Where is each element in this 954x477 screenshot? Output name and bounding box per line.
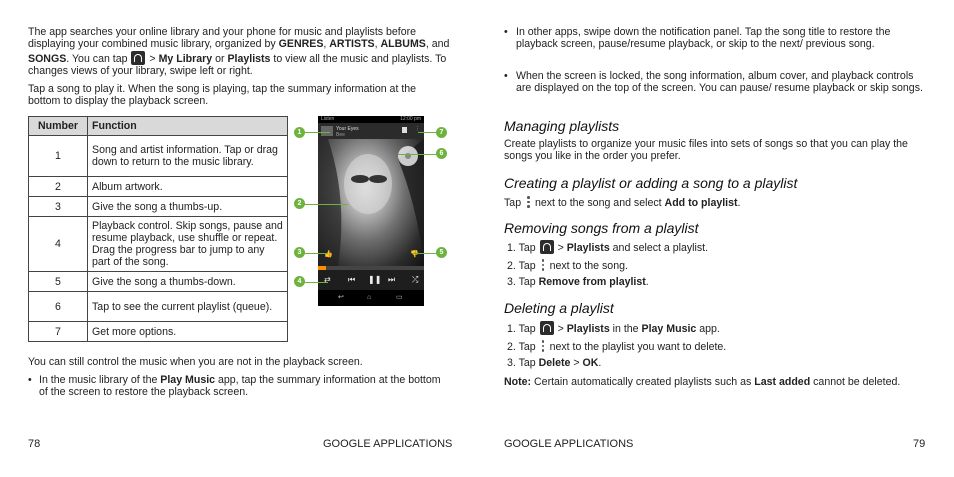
- table-row: 3 Give the song a thumbs-up.: [29, 197, 288, 217]
- recent-apps-icon: ▭: [396, 294, 403, 301]
- footer-page-number: 78: [28, 438, 41, 450]
- creating-step: Tap next to the song and select Add to playlist.: [504, 197, 741, 209]
- callout-line-2: [304, 204, 348, 205]
- heading-deleting-playlist: Deleting a playlist: [504, 300, 614, 316]
- bullet-notification-panel: • In other apps, swipe down the notification panel. Tap the song title to restore the playback screen, pause/resume playback, or skip to the next/ previous song.: [504, 26, 891, 51]
- callout-3: 3: [294, 247, 305, 258]
- more-options-icon: ⋮: [415, 126, 420, 132]
- callout-2: 2: [294, 198, 305, 209]
- play-music-app-icon: [131, 51, 145, 65]
- footer-section-title: GOOGLE APPLICATIONS: [504, 438, 634, 450]
- repeat-icon: ⇄: [324, 275, 331, 284]
- callout-5: 5: [436, 247, 447, 258]
- menu-dots-icon: [525, 195, 531, 209]
- heading-managing-playlists: Managing playlists: [504, 118, 620, 134]
- footer-page-number: 79: [913, 438, 926, 450]
- footer-section-title: GOOGLE APPLICATIONS: [323, 438, 453, 450]
- song-info-header: Your Eyes Bee ⋮: [318, 123, 424, 139]
- callout-line-6: [398, 154, 437, 155]
- table-row: 4 Playback control. Skip songs, pause and resume playback, use shuffle or repeat. Drag the progress bar to jump to any part of the song.: [29, 217, 288, 272]
- callout-6: 6: [436, 148, 447, 159]
- playback-controls: [318, 270, 424, 290]
- thumb-icon: [321, 126, 333, 136]
- menu-dots-icon: [540, 258, 546, 272]
- removing-step-2: 2. Tap next to the song.: [507, 260, 628, 272]
- callout-line-7: [418, 132, 437, 133]
- table-header-row: [29, 117, 288, 136]
- play-music-app-icon: [540, 240, 554, 254]
- callout-4: 4: [294, 276, 305, 287]
- album-art-graphic: [318, 139, 424, 266]
- right-page: [477, 0, 954, 477]
- menu-dots-icon: [540, 339, 546, 353]
- status-bar: Listen 12:00 pm: [318, 116, 424, 123]
- queue-icon: [402, 127, 407, 133]
- table-row: 2 Album artwork.: [29, 177, 288, 197]
- heading-removing-songs: Removing songs from a playlist: [504, 220, 699, 236]
- home-icon: ⌂: [367, 294, 372, 301]
- callout-line-1: [304, 132, 330, 133]
- thumbs-down-icon: 👎: [410, 251, 419, 258]
- shuffle-icon: ⤮: [412, 275, 419, 284]
- callout-1: 1: [294, 127, 305, 138]
- table-row: 1 Song and artist information. Tap or drag down to return to the music library.: [29, 136, 288, 177]
- bullet-lock-screen: • When the screen is locked, the song information, album cover, and playback controls are displayed on the top of the screen. You can pause/ resume playback or skip songs.: [504, 70, 923, 95]
- back-icon: ↩: [338, 294, 344, 301]
- table-row: 5 Give the song a thumbs-down.: [29, 272, 288, 292]
- intro-paragraph: The app searches your online library and your phone for music and playlists before displaying your combined music library, organized by GENRES, ARTISTS, ALBUMS, and SONGS. You can tap > My Library or Playlists to view all the music and playlists. To changes views of your library, swipe left or right.: [28, 26, 450, 78]
- previous-icon: ⏮: [348, 275, 356, 284]
- callout-line-5: [412, 253, 437, 254]
- table-header-function: Function: [88, 117, 288, 136]
- navigation-bar: [318, 290, 424, 306]
- deleting-step-1: 1. Tap > Playlists in the Play Music app.: [507, 323, 720, 335]
- heading-creating-playlist: Creating a playlist or adding a song to a playlist: [504, 175, 798, 191]
- deleting-step-3: 3. Tap Delete > OK.: [507, 357, 602, 369]
- tap-paragraph: Tap a song to play it. When the song is playing, tap the summary information at the bottom to display the playback screen.: [28, 83, 417, 108]
- play-music-app-icon: [540, 321, 554, 335]
- album-artwork: [318, 139, 424, 266]
- callout-line-3: [304, 253, 328, 254]
- control-paragraph: You can still control the music when you are not in the playback screen.: [28, 356, 363, 368]
- pause-icon: ❚❚: [368, 275, 382, 284]
- deleting-step-2: 2. Tap next to the playlist you want to delete.: [507, 341, 727, 353]
- managing-paragraph: Create playlists to organize your music files into sets of songs so that you can play the songs you like in the order you prefer.: [504, 138, 908, 163]
- table-header-number: Number: [29, 117, 88, 136]
- table-row: 7 Get more options.: [29, 322, 288, 342]
- removing-step-1: 1. Tap > Playlists and select a playlist.: [507, 242, 709, 254]
- callout-7: 7: [436, 127, 447, 138]
- note-paragraph: Note: Certain automatically created playlists such as Last added cannot be deleted.: [504, 376, 901, 388]
- table-row: 6 Tap to see the current playlist (queue).: [29, 292, 288, 322]
- function-table: [28, 116, 288, 342]
- playback-screenshot: [318, 116, 424, 306]
- next-icon: ⏭: [388, 275, 396, 284]
- removing-step-3: 3. Tap Remove from playlist.: [507, 276, 649, 288]
- thumbs-up-icon: 👍: [324, 251, 333, 258]
- bullet-play-music: • In the music library of the Play Music app, tap the summary information at the bottom of the screen to restore the playback screen.: [28, 374, 441, 399]
- callout-line-4: [304, 282, 328, 283]
